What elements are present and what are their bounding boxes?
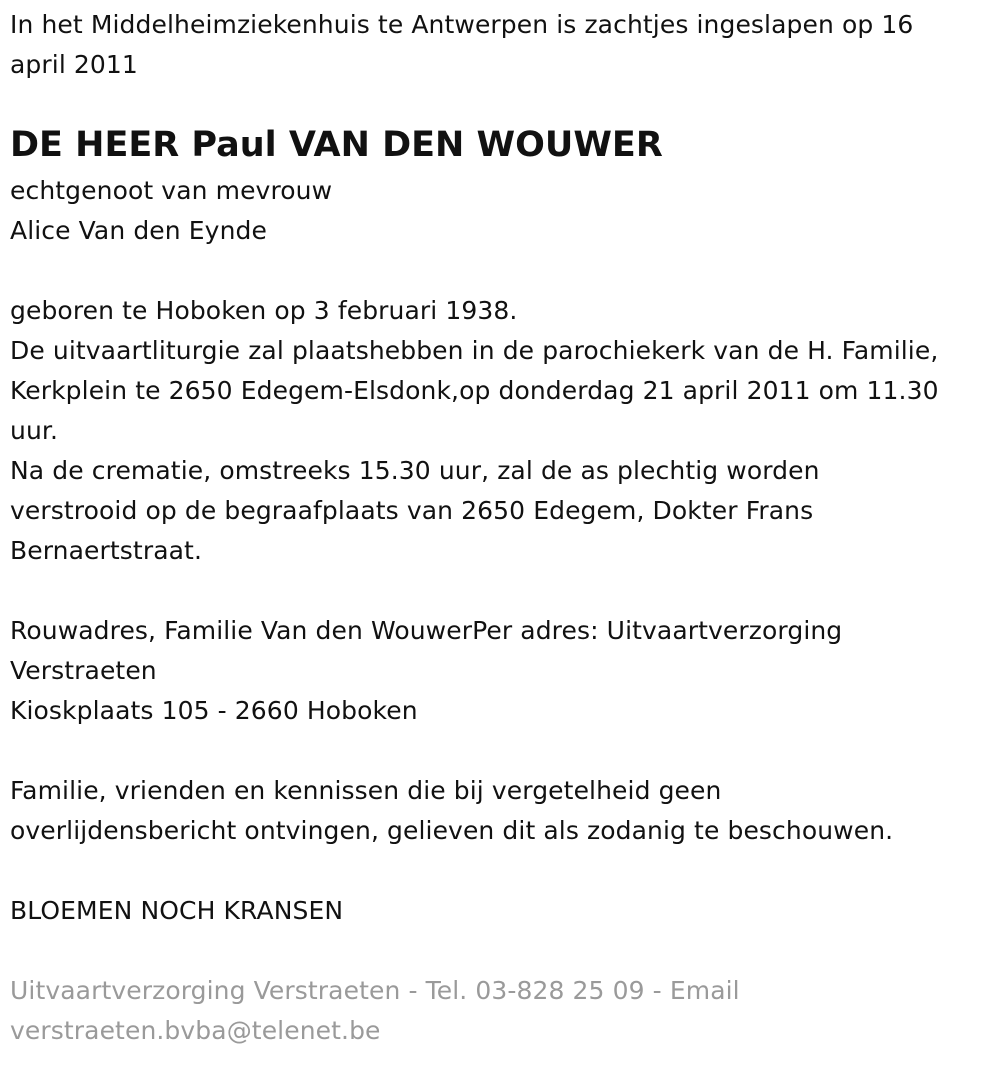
address-line: Rouwadres, Familie Van den WouwerPer adres: Uitvaartverzorging bbox=[10, 616, 843, 645]
spacer bbox=[10, 851, 990, 891]
spouse-text bbox=[10, 171, 990, 251]
address-line: Verstraeten bbox=[10, 656, 157, 685]
funeral-details bbox=[10, 291, 990, 571]
intro-text bbox=[10, 5, 990, 85]
flowers-note: BLOEMEN NOCH KRANSEN bbox=[10, 896, 344, 925]
details-line: De uitvaartliturgie zal plaatshebben in de parochiekerk van de H. Familie, bbox=[10, 336, 939, 365]
details-line: verstrooid op de begraafplaats van 2650 Edegem, Dokter Frans bbox=[10, 496, 814, 525]
funeral-home-footer bbox=[10, 971, 990, 1051]
notice-line: overlijdensbericht ontvingen, gelieven dit als zodanig te beschouwen. bbox=[10, 816, 894, 845]
spouse-name: Alice Van den Eynde bbox=[10, 216, 267, 245]
intro-line: april 2011 bbox=[10, 50, 138, 79]
spacer bbox=[10, 731, 990, 771]
mourning-address bbox=[10, 611, 990, 731]
notice-text bbox=[10, 771, 990, 851]
intro-line: In het Middelheimziekenhuis te Antwerpen is zachtjes ingeslapen op 16 bbox=[10, 10, 914, 39]
deceased-name: DE HEER Paul VAN DEN WOUWER bbox=[10, 125, 663, 165]
details-line: Kerkplein te 2650 Edegem-Elsdonk,op donderdag 21 april 2011 om 11.30 bbox=[10, 376, 939, 405]
details-line: geboren te Hoboken op 3 februari 1938. bbox=[10, 296, 518, 325]
details-line: uur. bbox=[10, 416, 59, 445]
spacer bbox=[10, 571, 990, 611]
notice-line: Familie, vrienden en kennissen die bij vergetelheid geen bbox=[10, 776, 722, 805]
spacer bbox=[10, 251, 990, 291]
details-line: Bernaertstraat. bbox=[10, 536, 202, 565]
footer-line: Uitvaartverzorging Verstraeten - Tel. 03-828 25 09 - Email bbox=[10, 976, 740, 1005]
details-line: Na de crematie, omstreeks 15.30 uur, zal de as plechtig worden bbox=[10, 456, 820, 485]
spacer bbox=[10, 931, 990, 971]
footer-email[interactable]: verstraeten.bvba@telenet.be bbox=[10, 1016, 381, 1045]
spouse-line: echtgenoot van mevrouw bbox=[10, 176, 333, 205]
address-line: Kioskplaats 105 - 2660 Hoboken bbox=[10, 696, 418, 725]
